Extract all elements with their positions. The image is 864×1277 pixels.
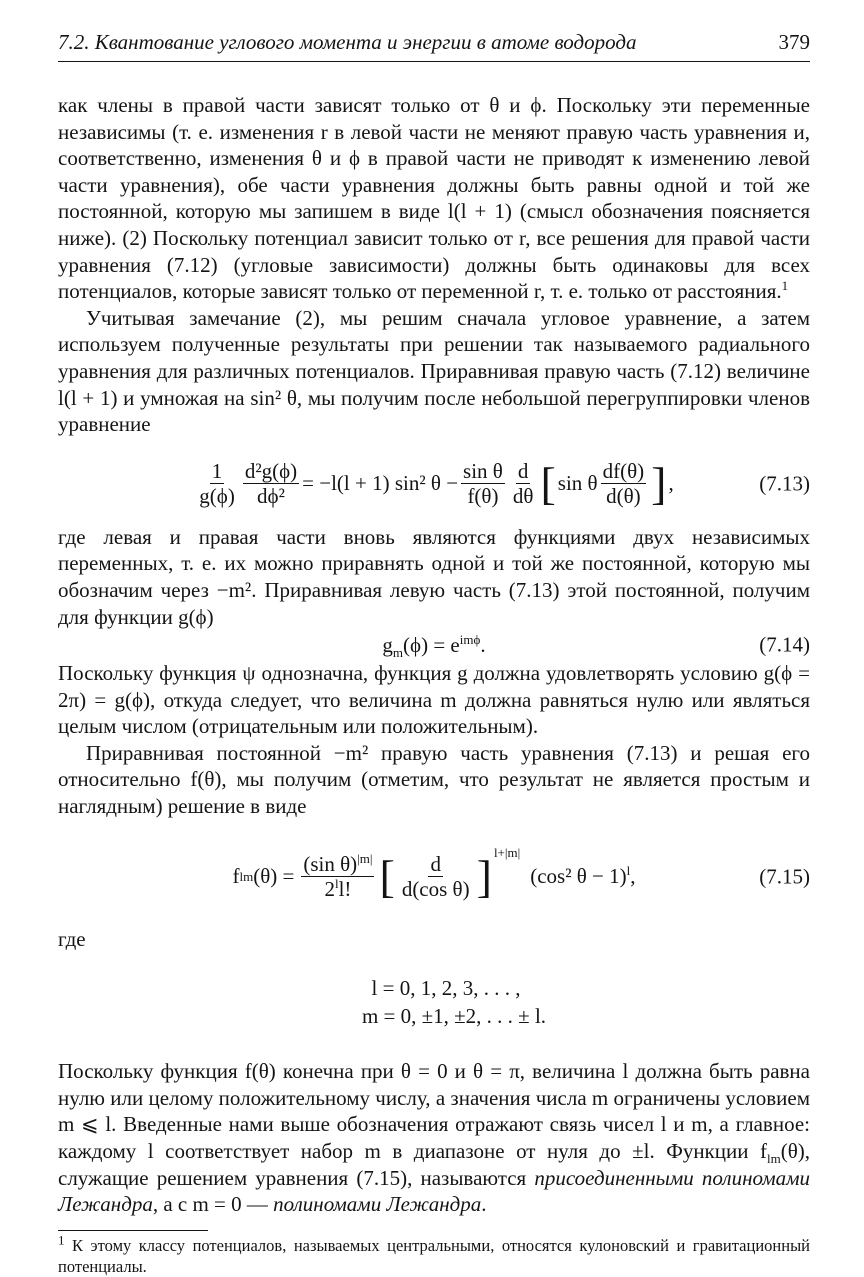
eq15-frac-2-den: d(cos θ) [401,877,470,902]
eq15-tail-sup: l [626,863,631,879]
eq15-frac-1-den [322,877,353,901]
footnote-text: К этому классу потенциалов, называемых центральными, относятся кулоновский и гравитационный потенциалы. [58,1235,810,1276]
eq14-dot: . [480,632,486,657]
eq15-right-bracket: ] [476,850,492,902]
paragraph-6 [58,1058,810,1218]
paragraph-3: где левая и правая части вновь являются функциями двух независимых переменных, т. е. их можно приравнять одной и той же постоянной, которую мы обозначим через −m². Приравнивая левую часть (7.13) этой постоянной, получим для функции g(ϕ) [58,524,810,629]
eq13-frac-4-num: d [517,459,529,484]
eq14-rhs: (ϕ) = e [403,632,460,657]
eq13-frac-5-num: df(θ) [602,459,645,484]
eq13-right-bracket: ] [651,457,667,509]
paragraph-2: Учитывая замечание (2), мы решим сначала угловое уравнение, а затем используем полученные результаты при решении так называемого радиального уравнения для различных потенциалов. Приравнивая правую часть (7.12) величине l(l + 1) и умножая на sin² θ, мы получим после небольшой перегруппировки членов уравнение [58,305,810,437]
paragraph-4: Поскольку функция ψ однозначна, функция g должна удовлетворять условию g(ϕ = 2π) = g(ϕ), откуда следует, что величина m должна равняться нулю или являться целым числом (отрицательным или положительным). [58,661,810,739]
eq15-frac-1 [301,852,374,901]
footnote-ref: 1 [781,278,789,294]
term-associated-legendre: присоединенными полиномами Лежандра [58,1165,810,1217]
eq13-frac-1-num: 1 [211,459,223,484]
eq13-inner: sin θ [557,471,598,496]
paragraph-6-c: (θ), служащие решением уравнения (7.15), называются [58,1139,810,1190]
paragraph-6-e: , а с m = 0 — [152,1192,274,1217]
eq13-frac-3 [461,459,505,508]
equation-7-15: f lm (θ) = $\frac{(\sin \theta)^{|m|}}{2^ll!}$ [ $\frac{d}{\text{d(cos θ)}}$ ] $^{l+|m|}$ (cos² θ − 1)$^l$, (7.15) [232,844,810,902]
eq15-number: (7.15) [759,864,810,889]
paragraph-6-end: . [481,1192,487,1217]
eq15-d1-sup: l [334,876,339,892]
eq15-lhs: f [232,864,240,889]
eq13-frac-2-num: d²g(ϕ) [244,459,298,484]
paragraph-5: Приравнивая постоянной −m² правую часть уравнения (7.13) и решая его относительно f(θ), мы получим (отметим, что результат не является простым и наглядным) решение в виде [58,740,810,819]
eq13-frac-5 [601,459,647,508]
eq13-frac-1 [197,459,237,508]
lm-values [58,974,810,1030]
eq15-d1-tail: l! [338,877,352,902]
eq14-formula [382,633,485,658]
equation-7-13 [58,444,810,524]
equation-7-14 [58,630,810,660]
term-legendre: полиномами Лежандра [273,1192,482,1217]
book-page [58,30,810,1277]
eq15-left-bracket: [ [379,850,395,902]
eq15-frac-1-num [301,852,374,877]
eq15-n1-sup: |m| [357,851,373,867]
eq15-lhs-rest: (θ) = [253,864,295,889]
eq15-frac-2 [400,852,472,901]
running-head [58,30,810,62]
eq15-tail [530,864,635,889]
eq13-middle: = −l(l + 1) sin² θ − [302,471,459,496]
eq13-frac-2-den: dϕ² [257,484,285,509]
eq13-frac-2 [243,459,299,508]
eq15-frac-2-num: d [430,852,441,877]
page-number: 379 [778,30,810,54]
section-title: 7.2. Квантование углового момента и энергии в атоме водорода [58,30,637,54]
eq15-d1: 2 [324,877,335,902]
eq15-n1: (sin θ) [303,852,358,877]
footnote [58,1232,810,1277]
eq15-power: l+|m| [493,844,521,860]
eq13-frac-1-den: g(ϕ) [199,484,235,509]
l-values: l = 0, 1, 2, 3, . . . , [371,976,521,1001]
eq14-number: (7.14) [759,632,810,657]
eq13-frac-3-den: f(θ) [467,484,499,509]
eq13-frac-3-num: sin θ [463,459,503,484]
eq15-tail-comma: , [630,864,636,889]
paragraph-1 [58,92,810,305]
paragraph-6-a: Поскольку функция f(θ) конечна при θ = 0 и θ = π, величина l должна быть равна нулю или целому положительному числу, а значения числа m ограничены условием m ⩽ l. Введенные нами выше обозначения отражают связь чисел l и m, а главное: каждому l соответствует набор m в диапазоне от нуля до ±l. Функции f [58,1059,810,1164]
paragraph-6-sub: lm [766,1151,781,1167]
eq14-rhs-sup: imϕ [459,631,481,647]
eq14-lhs-sub: m [392,644,404,660]
eq13-frac-4 [511,459,536,508]
where-word: где [58,926,86,951]
eq13-comma: , [668,471,674,496]
m-values: m = 0, ±1, ±2, . . . ± l. [361,1004,547,1029]
eq13-left-bracket: [ [540,457,556,509]
eq13-number: (7.13) [759,471,810,496]
eq13-frac-5-den: d(θ) [606,484,641,509]
eq13-frac-4-den: dθ [512,484,534,509]
footnote-divider [58,1230,208,1231]
paragraph-1-text: как члены в правой части зависят только от θ и ϕ. Поскольку эти переменные независимы (т. е. изменения r в левой части не меняют правую часть уравнения и, соответственно, изменения θ и ϕ в правой части не приводят к изменению левой части уравнения), обе части уравнения должны быть равны одной и той же постоянной, которую мы запишем в виде l(l + 1) (смысл обозначения поясняется ниже). (2) Поскольку потенциал зависит только от r, все решения для правой части уравнения (7.12) (угловые зависимости) должны быть одинаковы для всех потенциалов, которые зависят только от переменной r, т. е. только от расстояния. [58,93,810,304]
eq14-lhs: g [382,632,393,657]
eq15-tail-base: (cos² θ − 1) [530,864,627,889]
footnote-mark: 1 [58,1232,65,1248]
